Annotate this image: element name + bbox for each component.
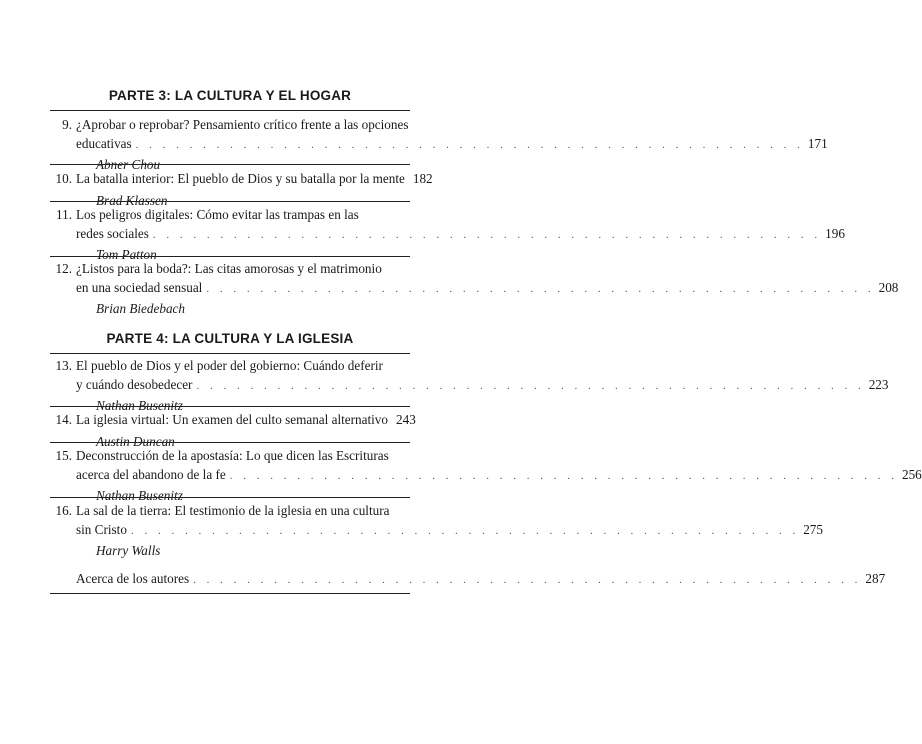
- dot-leader: . . . . . . . . . . . . . . . . . . . . . . . . . . . . . . . . . . . . . . . . . . . . . . . . . .: [130, 524, 800, 537]
- entry-rule: [50, 201, 410, 202]
- entry-page-number: 196: [825, 225, 845, 241]
- part-4-rule: [50, 353, 410, 354]
- entry-page-number: 256: [901, 466, 922, 482]
- entry-number: 15.: [55, 448, 72, 463]
- entry-rule: [50, 406, 410, 407]
- entry-title-line-2: sin Cristo: [76, 521, 127, 537]
- entry-title-line-2: en una sociedad sensual: [76, 279, 203, 295]
- entry-title-line-1: Deconstrucción de la apostasía: Lo que dicen las Escrituras: [76, 448, 389, 463]
- entry-author: Nathan Busenitz: [96, 488, 183, 503]
- dot-leader: . . . . . . . . . . . . . . . . . . . . . . . . . . . . . . . . . . . . . . . . . . . . . . . . . .: [135, 138, 804, 151]
- entry-page-number: 182: [412, 171, 433, 186]
- entry-page-number: 171: [807, 135, 828, 151]
- entry-page-number: 208: [878, 279, 899, 295]
- dot-leader: . . . . . . . . . . . . . . . . . . . . . . . . . . . . . . . . . . . . . . . . . . . . . . . . . .: [206, 282, 875, 295]
- dot-leader: . . . . . . . . . . . . . . . . . . . . . . . . . . . . . . . . . . . . . . . . . . . . . . . . . .: [229, 469, 898, 482]
- entry-author: Austin Duncan: [96, 433, 175, 449]
- entry-title-line-1: ¿Listos para la boda?: Las citas amorosas y el matrimonio: [76, 261, 382, 276]
- entry-author: Brian Biedebach: [96, 301, 185, 316]
- entry-title-line-1: El pueblo de Dios y el poder del gobierno: Cuándo deferir: [76, 358, 383, 373]
- entry-author: Brad Klassen: [96, 192, 168, 208]
- part-3-rule: [50, 110, 410, 111]
- entry-number: 9.: [62, 117, 72, 132]
- entry-author: Harry Walls: [96, 543, 161, 558]
- entry-title-line-1: La batalla interior: El pueblo de Dios y su batalla por la mente: [76, 171, 405, 186]
- entry-title-line-2: y cuándo desobedecer: [76, 376, 193, 392]
- entry-title-line-1: ¿Aprobar o reprobar? Pensamiento crítico frente a las opciones: [76, 117, 409, 132]
- entry-title-line-1: Los peligros digitales: Cómo evitar las trampas en las: [76, 207, 359, 222]
- entry-author: Nathan Busenitz: [96, 398, 183, 413]
- entry-author: Abner Chou: [96, 157, 161, 172]
- toc-entry-about-authors[interactable]: [76, 570, 886, 590]
- entry-number: 14.: [55, 412, 72, 427]
- entry-rule: [50, 497, 410, 498]
- entry-number: 13.: [55, 358, 72, 373]
- dot-leader: . . . . . . . . . . . . . . . . . . . . . . . . . . . . . . . . . . . . . . . . . . . . . . . . . .: [193, 574, 862, 586]
- entry-title-line-2: acerca del abandono de la fe: [76, 466, 226, 482]
- entry-page-number: 287: [865, 571, 886, 586]
- entry-number: 11.: [56, 207, 72, 222]
- entry-number: 10.: [55, 171, 72, 186]
- entry-page-number: 243: [396, 412, 416, 427]
- entry-title-line-2: redes sociales: [76, 225, 149, 241]
- entry-rule: [50, 164, 410, 165]
- entry-title-line-2: educativas: [76, 135, 132, 151]
- entry-rule: [50, 256, 410, 257]
- entry-rule: [50, 442, 410, 443]
- entry-title-line-1: La sal de la tierra: El testimonio de la iglesia en una cultura: [76, 503, 390, 518]
- entry-author: Tom Patton: [96, 247, 157, 262]
- dot-leader: . . . . . . . . . . . . . . . . . . . . . . . . . . . . . . . . . . . . . . . . . . . . . . . . . .: [196, 379, 865, 392]
- part-4-heading: PARTE 4: LA CULTURA Y LA IGLESIA: [106, 331, 354, 346]
- entry-title-line-1: La iglesia virtual: Un examen del culto semanal alternativo: [76, 412, 388, 427]
- entry-number: 16.: [55, 503, 72, 518]
- about-authors-label: Acerca de los autores: [76, 571, 190, 586]
- entry-page-number: 223: [868, 376, 889, 392]
- part-3-heading: PARTE 3: LA CULTURA Y EL HOGAR: [108, 88, 352, 103]
- entry-rule: [50, 593, 410, 594]
- dot-leader: . . . . . . . . . . . . . . . . . . . . . . . . . . . . . . . . . . . . . . . . . . . . . . . . . .: [152, 228, 822, 241]
- entry-number: 12.: [55, 261, 72, 276]
- entry-page-number: 275: [803, 521, 823, 537]
